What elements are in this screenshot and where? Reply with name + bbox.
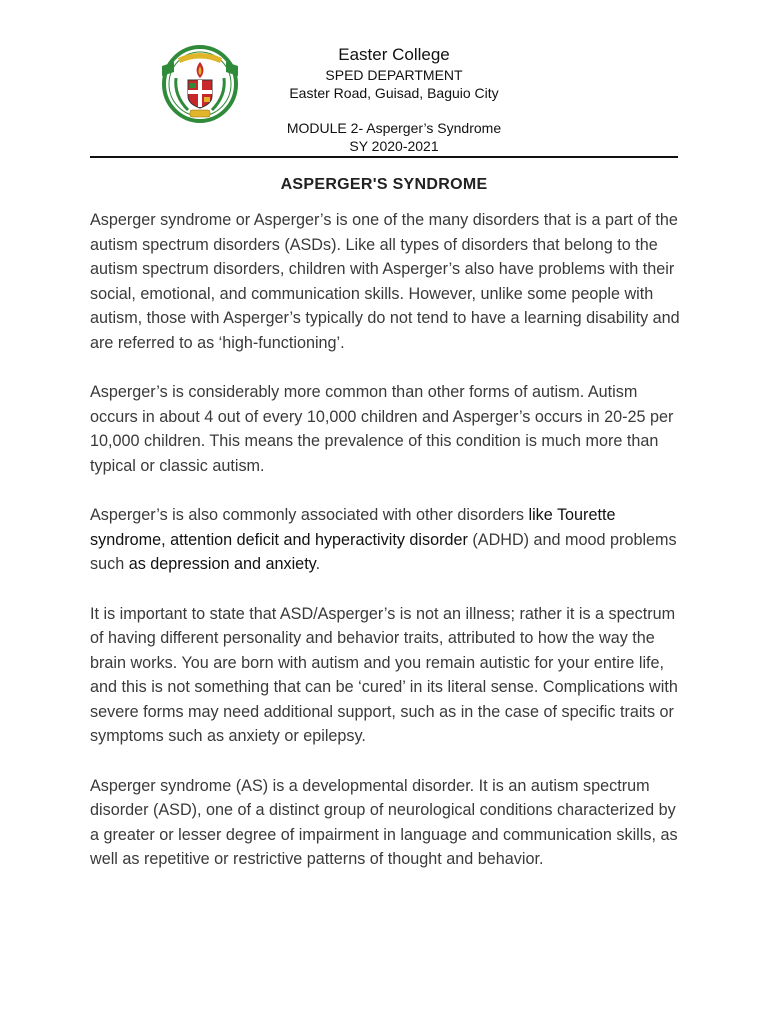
paragraph-3-text-b: (ADHD) and mood problems such	[90, 530, 677, 574]
header-divider	[90, 156, 678, 158]
linked-disorders-text[interactable]: like Tourette syndrome, attention deficit and hyperactivity disorder	[90, 506, 616, 549]
department-name: SPED DEPARTMENT	[325, 67, 463, 83]
module-title: MODULE 2- Asperger’s Syndrome	[286, 120, 502, 136]
college-seal-logo	[160, 44, 240, 126]
paragraph-5: Asperger syndrome (AS) is a developmental disorder. It is an autism spectrum disorder (ASD), one of a distinct group of neurological conditions characterized by a greater or lesser degree of impairment in language and communication skills, as well as repetitive or restrictive patterns of thought and behavior.	[90, 776, 678, 869]
linked-mood-text[interactable]: as depression and anxiety	[128, 555, 316, 574]
school-year: SY 2020-2021	[349, 138, 439, 154]
paragraph-3	[90, 503, 684, 577]
college-address: Easter Road, Guisad, Baguio City	[289, 85, 499, 101]
document-body	[90, 208, 684, 872]
paragraph-1: Asperger syndrome or Asperger’s is one of the many disorders that is a part of the autism spectrum disorders (ASDs). Like all types of disorders that belong to the autism spectrum disorders, children with Asperger’s also have problems with their social, emotional, and communication skills. However, unlike some people with autism, those with Asperger’s typically do not tend to have a learning disability and are referred to as ‘high-functioning’.	[90, 211, 680, 352]
paragraph-3-text-a: Asperger’s is also commonly associated with other disorders	[90, 506, 529, 525]
letterhead	[255, 44, 533, 155]
page-title: ASPERGER'S SYNDROME	[280, 176, 488, 193]
college-name: Easter College	[338, 45, 450, 64]
paragraph-2: Asperger’s is considerably more common than other forms of autism. Autism occurs in about 4 out of every 10,000 children and Asperger’s occurs in 20-25 per 10,000 children. This means the prevalence of this condition is much more than typical or classic autism.	[90, 383, 674, 475]
paragraph-4: It is important to state that ASD/Asperger’s is not an illness; rather it is a spectrum of having different personality and behavior traits, attributed to how the way the brain works. You are born with autism and you remain autistic for your entire life, and this is not something that can be ‘cured’ in its literal sense. Complications with severe forms may need additional support, such as in the case of specific traits or symptoms such as anxiety or epilepsy.	[90, 604, 678, 746]
paragraph-3-text-c: .	[315, 555, 321, 574]
